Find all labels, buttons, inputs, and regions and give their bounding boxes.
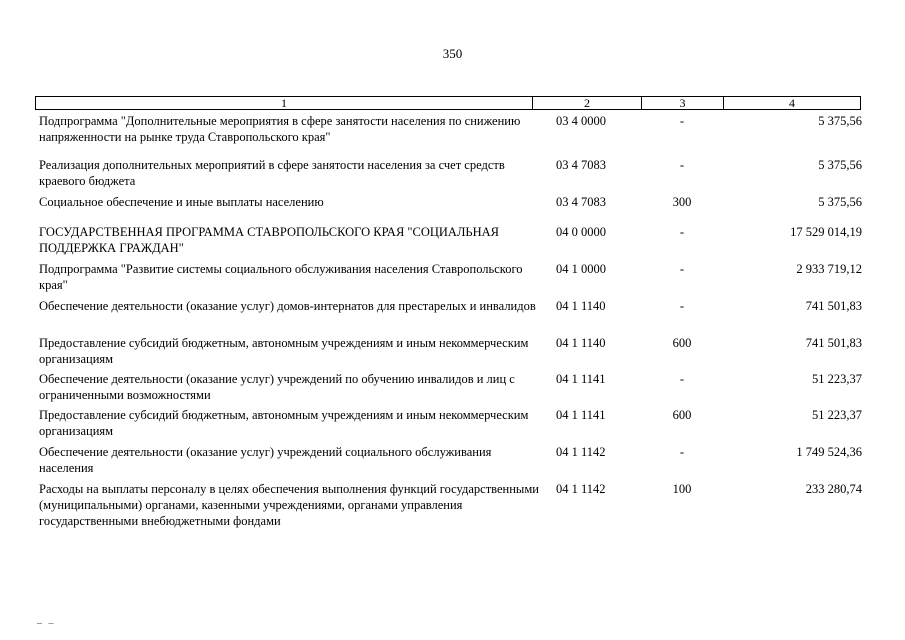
row-code: 04 1 1140	[556, 336, 606, 350]
row-sum: 741 501,83	[805, 299, 862, 313]
header-col-3: 3	[641, 97, 723, 109]
row-kind: -	[679, 299, 685, 313]
row-kind: 600	[672, 336, 692, 350]
row-kind: -	[679, 445, 685, 459]
row-name: ГОСУДАРСТВЕННАЯ ПРОГРАММА СТАВРОПОЛЬСКОГО КРАЯ "СОЦИАЛЬНАЯ ПОДДЕРЖКА ГРАЖДАН"	[39, 225, 500, 255]
row-kind: 600	[672, 408, 692, 422]
row-kind: -	[679, 372, 685, 386]
row-code: 03 4 7083	[556, 158, 606, 172]
row-name: Реализация дополнительных мероприятий в сфере занятости населения за счет средств краевого бюджета	[39, 158, 505, 188]
row-code: 04 1 1142	[556, 482, 606, 496]
row-name: Расходы на выплаты персоналу в целях обеспечения выполнения функций государственными (муниципальными) органами, казенными учреждениями, органами управления государственными внебюджетными фондами	[39, 482, 539, 528]
row-code: 04 1 1140	[556, 299, 606, 313]
footer-mark: – –	[37, 618, 56, 629]
row-sum: 5 375,56	[818, 158, 862, 172]
row-name: Социальное обеспечение и иные выплаты населению	[39, 195, 324, 209]
row-kind: -	[679, 158, 685, 172]
row-name: Подпрограмма "Развитие системы социального обслуживания населения Ставропольского края"	[39, 262, 523, 292]
row-sum: 51 223,37	[812, 408, 862, 422]
row-sum: 5 375,56	[818, 114, 862, 128]
row-sum: 1 749 524,36	[796, 445, 862, 459]
row-sum: 2 933 719,12	[796, 262, 862, 276]
row-name: Обеспечение деятельности (оказание услуг) домов-интернатов для престарелых и инвалидов	[39, 299, 536, 313]
row-sum: 17 529 014,19	[790, 225, 862, 239]
row-code: 04 1 1141	[556, 372, 606, 386]
row-sum: 51 223,37	[812, 372, 862, 386]
header-col-2: 2	[532, 97, 641, 109]
row-name: Обеспечение деятельности (оказание услуг) учреждений социального обслуживания населения	[39, 445, 492, 475]
row-kind: -	[679, 114, 685, 128]
row-name: Предоставление субсидий бюджетным, автономным учреждениям и иным некоммерческим организациям	[39, 408, 529, 438]
row-sum: 5 375,56	[818, 195, 862, 209]
row-kind: -	[679, 262, 685, 276]
page-number: 350	[442, 46, 463, 61]
row-code: 03 4 0000	[556, 114, 606, 128]
row-name: Обеспечение деятельности (оказание услуг) учреждений по обучению инвалидов и лиц с ограниченными возможностями	[39, 372, 515, 402]
row-sum: 741 501,83	[805, 336, 862, 350]
row-kind: 100	[672, 482, 692, 496]
header-col-1: 1	[281, 96, 287, 110]
header-col-4: 4	[723, 97, 860, 109]
row-name: Предоставление субсидий бюджетным, автономным учреждениям и иным некоммерческим организациям	[39, 336, 529, 366]
table-header	[35, 96, 861, 110]
row-code: 04 0 0000	[556, 225, 606, 239]
row-sum: 233 280,74	[805, 482, 862, 496]
row-code: 04 1 0000	[556, 262, 606, 276]
row-kind: -	[679, 225, 685, 239]
row-code: 03 4 7083	[556, 195, 606, 209]
row-name: Подпрограмма "Дополнительные мероприятия в сфере занятости населения по снижению напряженности на рынке труда Ставропольского края"	[39, 114, 521, 144]
row-code: 04 1 1142	[556, 445, 606, 459]
row-kind: 300	[672, 195, 692, 209]
row-code: 04 1 1141	[556, 408, 606, 422]
